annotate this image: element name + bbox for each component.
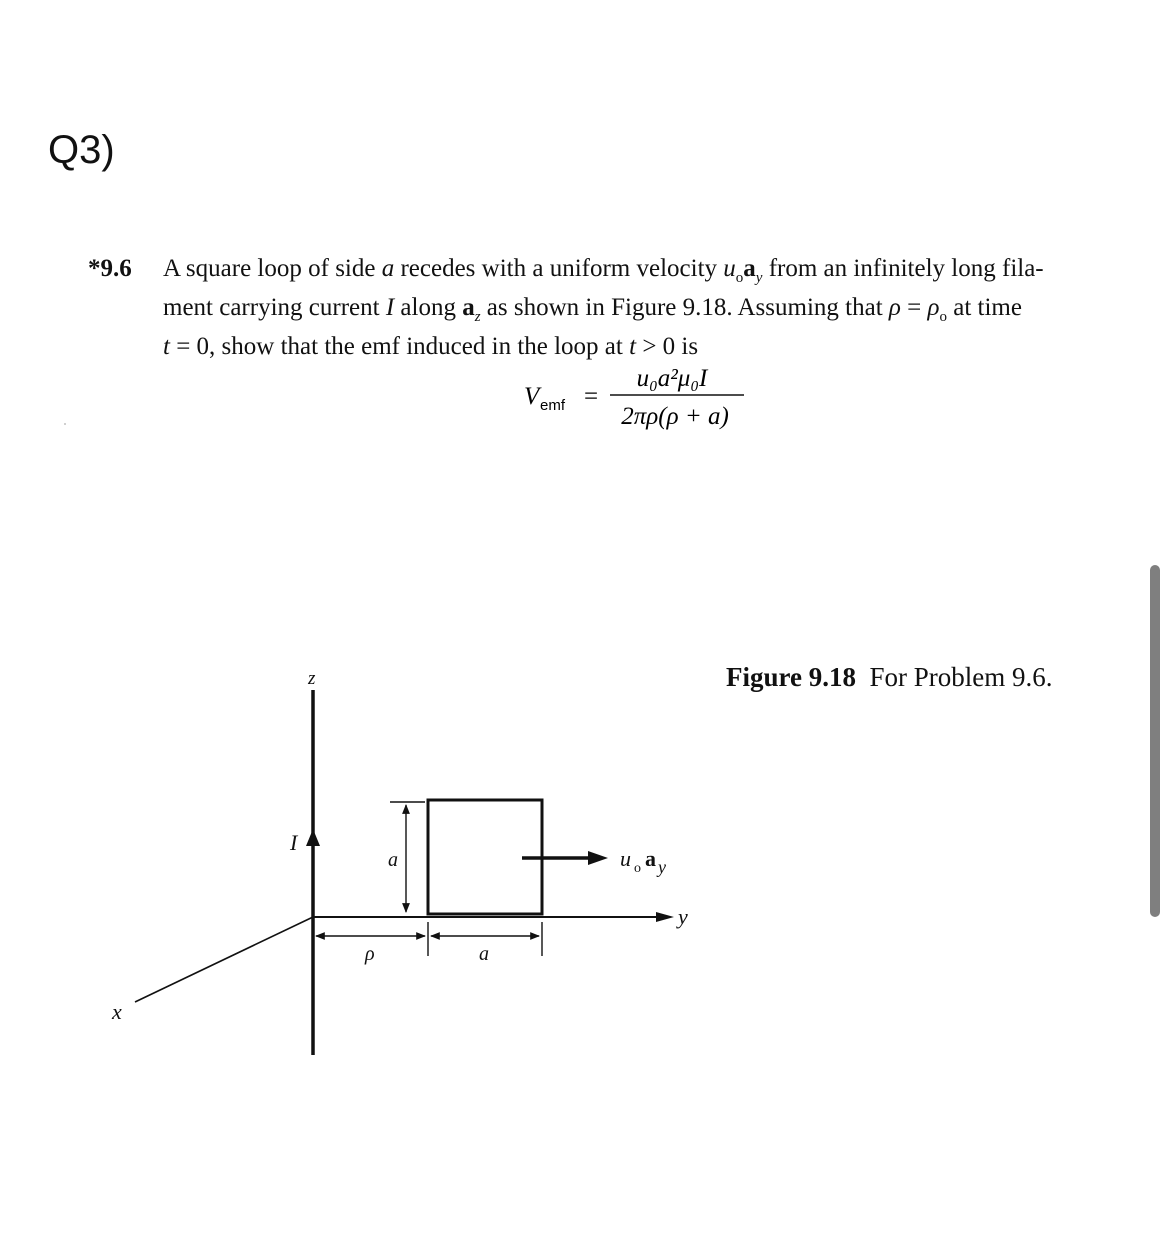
current-arrow-icon bbox=[306, 829, 320, 846]
y-axis-arrow-icon bbox=[656, 912, 674, 922]
formula-numerator: u₀a²μ₀I bbox=[636, 365, 708, 392]
vertical-scrollbar[interactable] bbox=[1150, 565, 1160, 917]
label-current-I: I bbox=[290, 830, 298, 855]
label-z: z bbox=[308, 668, 316, 689]
problem-line-3: t = 0, show that the emf induced in the loop at t > 0 is bbox=[163, 333, 699, 360]
formula-v: V bbox=[524, 383, 540, 410]
problem-number: *9.6 bbox=[88, 255, 132, 282]
formula-emf-subscript: emf bbox=[540, 397, 566, 414]
label-unit-vector: a bbox=[645, 846, 656, 871]
question-heading: Q3) bbox=[48, 128, 115, 172]
formula-equals: = bbox=[584, 383, 599, 410]
label-u-subscript: o bbox=[634, 861, 641, 876]
x-axis bbox=[135, 917, 313, 1002]
label-unit-vector-subscript: y bbox=[658, 857, 666, 877]
problem-line-2: ment carrying current I along $a_z$ as shown in Figure 9.18. Assuming that $\rho = \rho_o$ at time bbox=[163, 294, 1022, 325]
velocity-arrow-icon bbox=[588, 851, 608, 865]
figure-caption: Figure 9.18 For Problem 9.6. bbox=[726, 662, 1053, 692]
label-x: x bbox=[112, 999, 122, 1024]
formula-denominator: 2πρ(ρ + a) bbox=[621, 403, 729, 430]
label-a-horizontal: a bbox=[479, 943, 489, 965]
label-y: y bbox=[678, 904, 688, 929]
label-rho: ρ bbox=[365, 943, 375, 965]
label-a-vertical: a bbox=[388, 849, 398, 871]
problem-line-1: A square loop of side a recedes with a uniform velocity $u_oa_y$ from an infinitely long fila- bbox=[163, 255, 1044, 286]
label-u: u bbox=[620, 846, 631, 871]
